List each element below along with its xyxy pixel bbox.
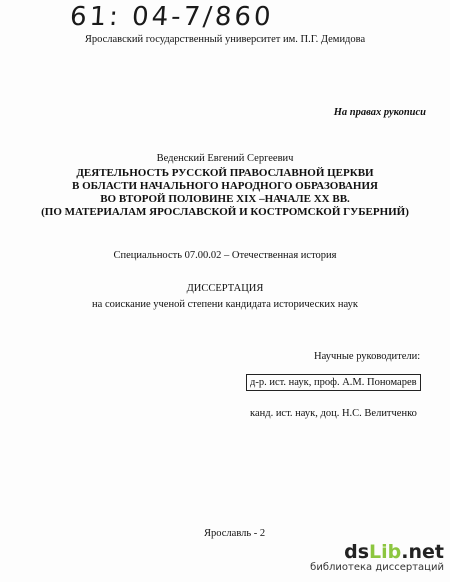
advisor-secondary: канд. ист. наук, доц. Н.С. Велитченко <box>250 408 417 419</box>
degree-line: на соискание ученой степени кандидата исторических наук <box>92 299 358 310</box>
logo-lib-text: Lib <box>369 541 402 563</box>
manuscript-rights-note: На правах рукописи <box>333 107 426 118</box>
specialty-line: Специальность 07.00.02 – Отечественная история <box>113 250 337 261</box>
handwritten-catalog-number: 61: 04-7/860 <box>68 2 275 32</box>
dissertation-title <box>20 167 430 219</box>
title-line: ВО ВТОРОЙ ПОЛОВИНЕ XIX –НАЧАЛЕ XX ВВ. <box>100 193 350 205</box>
logo-ds-text: ds <box>344 541 370 563</box>
dissertation-label: ДИССЕРТАЦИЯ <box>186 283 264 294</box>
advisor-primary: д-р. ист. наук, проф. А.М. Пономарев <box>246 374 421 391</box>
institution-name: Ярославский государственный университет им. П.Г. Демидова <box>84 34 366 45</box>
dslib-watermark[interactable] <box>310 542 444 574</box>
advisors-heading: Научные руководители: <box>314 351 421 362</box>
author-name: Веденский Евгений Сергеевич <box>156 153 294 164</box>
title-line: (ПО МАТЕРИАЛАМ ЯРОСЛАВСКОЙ И КОСТРОМСКОЙ ГУБЕРНИЙ) <box>41 206 409 218</box>
title-line: В ОБЛАСТИ НАЧАЛЬНОГО НАРОДНОГО ОБРАЗОВАНИЯ <box>72 180 378 192</box>
watermark-subtitle: библиотека диссертаций <box>310 562 444 573</box>
logo-net-text: .net <box>401 541 444 563</box>
city-year-footer: Ярославль - 2 <box>204 528 266 539</box>
title-line: ДЕЯТЕЛЬНОСТЬ РУССКОЙ ПРАВОСЛАВНОЙ ЦЕРКВИ <box>76 167 374 179</box>
dslib-logo[interactable] <box>310 542 444 562</box>
